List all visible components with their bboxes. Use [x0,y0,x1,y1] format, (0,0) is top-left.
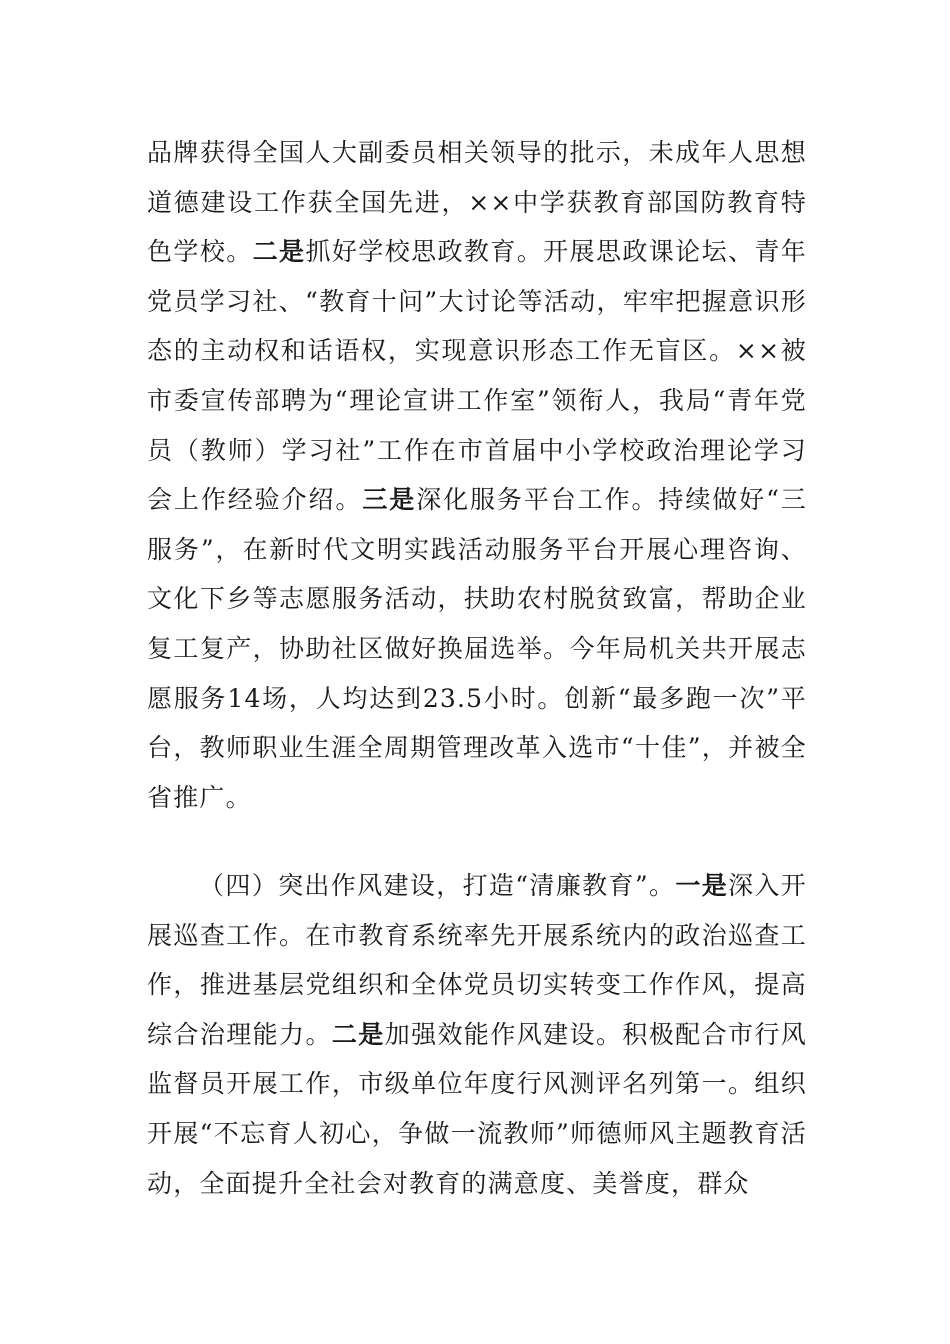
paragraph-2 [147,861,807,1208]
paragraph-1-bold-marker-1: 二是 [252,237,306,267]
paragraph-1 [147,128,807,822]
paragraph-2-text-3: 加强效能作风建设。积极配合市行风监督员开展工作，市级单位年度行风测评名列第一。组织开展“不忘育人初心，争做一流教师”师德师风主题教育活动，全面提升全社会对教育的满意度、美誉度，群众 [147,1019,808,1198]
paragraph-1-text-1: 品牌获得全国人大副委员相关领导的批示，未成年人思想道德建设工作获全国先进，××中学获教育部国防教育特色学校。 [147,138,807,267]
paragraph-1-text-2: 抓好学校思政教育。开展思政课论坛、青年党员学习社、“教育十问”大讨论等活动，牢牢把握意识形态的主动权和话语权，实现意识形态工作无盲区。××被市委宣传部聘为“理论宣讲工作室”领衔人，我局“青年党员（教师）学习社”工作在市首届中小学校政治理论学习会上作经验介绍。 [147,237,807,515]
paragraph-2-bold-marker-1: 一是 [675,871,729,900]
paragraph-1-text-3: 深化服务平台工作。持续做好“三服务”，在新时代文明实践活动服务平台开展心理咨询、文化下乡等志愿服务活动，扶助农村脱贫致富，帮助企业复工复产，协助社区做好换届选举。今年局机关共开展志愿服务14场，人均达到23.5小时。创新“最多跑一次”平台，教师职业生涯全周期管理改革入选市“十佳”，并被全省推广。 [147,485,807,812]
paragraph-2-text-1: （四）突出作风建设，打造“清廉教育”。 [199,871,676,900]
paragraph-2-bold-marker-2: 二是 [331,1019,385,1049]
paragraph-2-text-2: 深入开展巡查工作。在市教育系统率先开展系统内的政治巡查工作，推进基层党组织和全体党员切实转变工作作风，提高综合治理能力。 [147,871,807,1049]
paragraph-1-bold-marker-2: 三是 [362,485,417,515]
